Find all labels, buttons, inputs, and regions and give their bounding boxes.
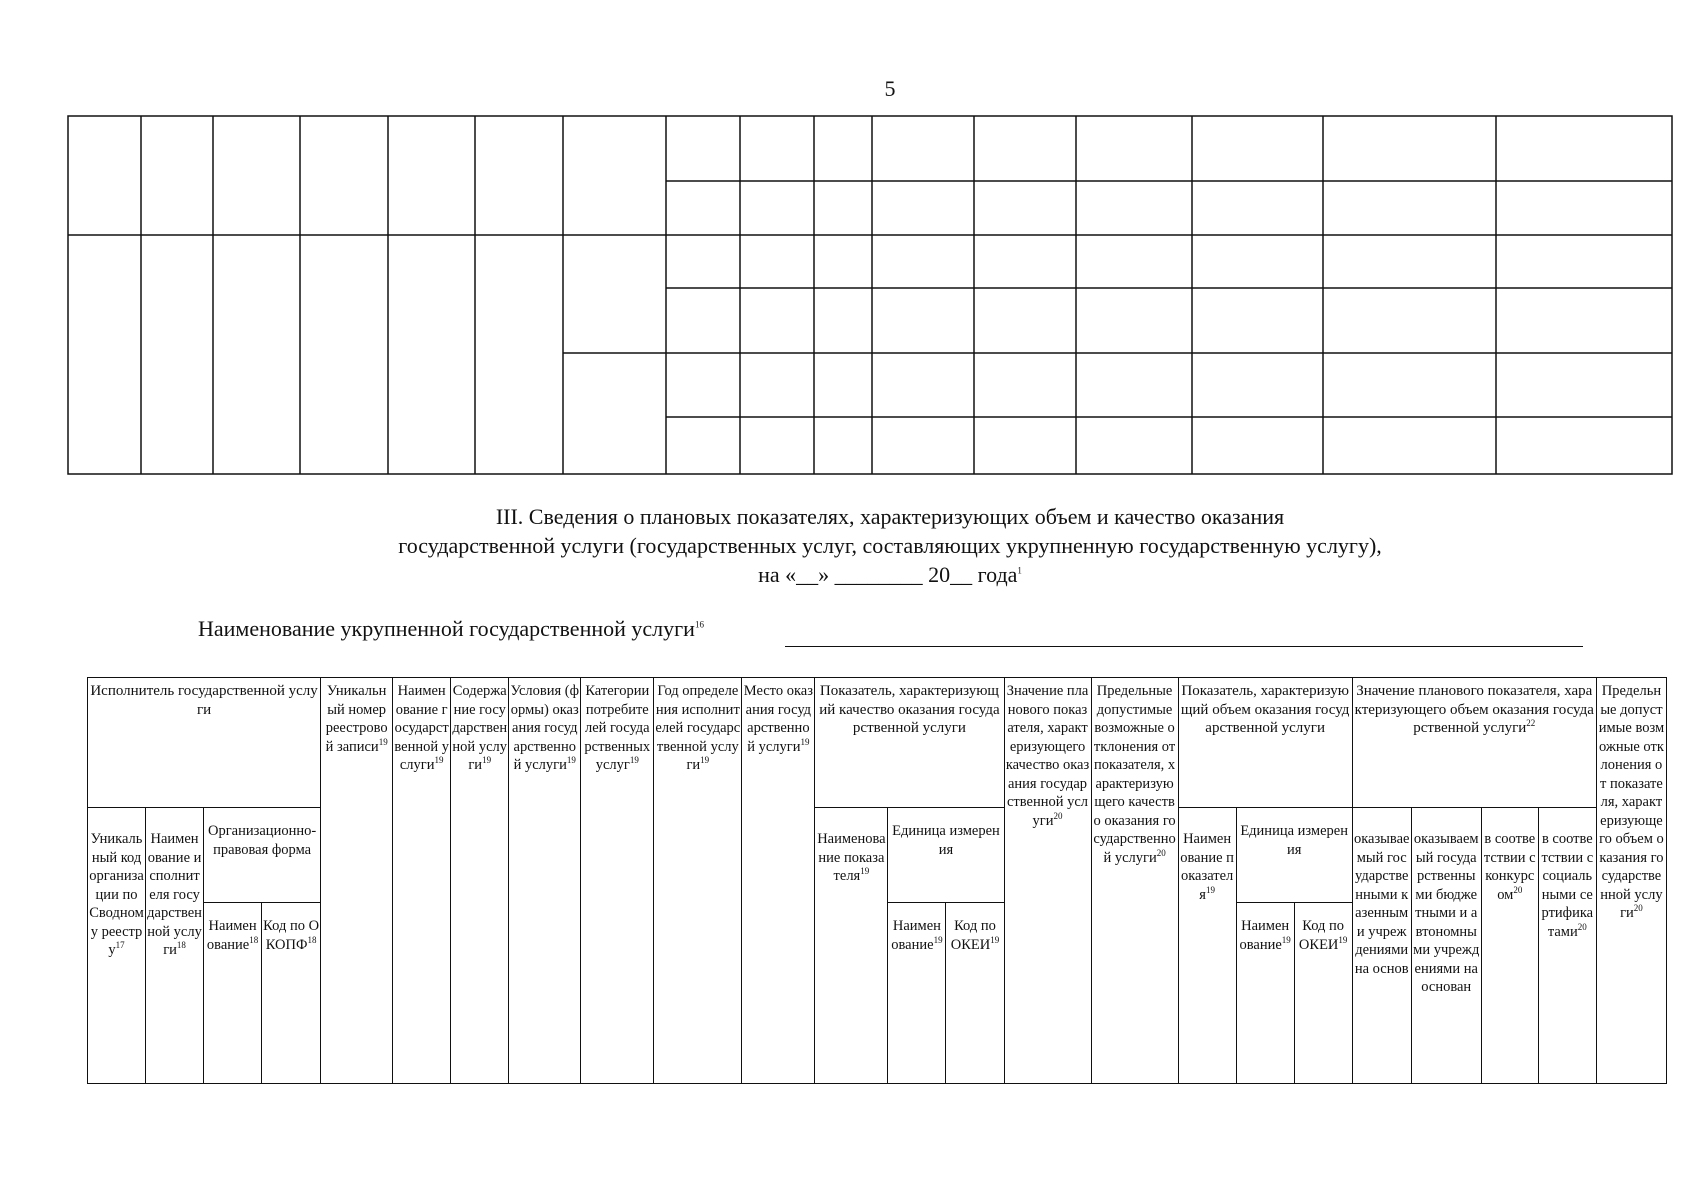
footnote-ref: 20 [1513,884,1523,895]
header-service-name-text: Наименование государственной услуги [394,683,449,773]
footnote-ref: 17 [115,940,125,951]
header-planned-volume-text: Значение планового показателя, характеризующего объем оказания государственной услуги [1354,683,1594,736]
footnote-ref: 19 [1205,884,1215,895]
footnote-ref: 20 [1156,847,1166,858]
header-deviation-quality-text: Предельные допустимые возможные отклонения от показателя, характеризующего качество оказания государственной услуги [1093,683,1176,866]
footnote-ref: 20 [1633,903,1643,914]
header-reg-number [321,678,393,1084]
footnote-ref: 16 [694,619,704,630]
header-pv-certificates [1538,808,1596,1084]
header-qi-unit-code [946,903,1004,1084]
header-place-text: Место оказания государственной услуги [743,683,813,755]
footnote-ref: 20 [1577,921,1587,932]
header-conditions-text: Условия (формы) оказания государственной услуги [510,683,580,773]
header-vi-unit-code [1294,903,1352,1084]
header-olf-name [204,903,262,1084]
header-year-def-text: Год определения исполнителей государственной услуги [655,683,741,773]
header-content [451,678,509,1084]
header-qi-unit-code-text: Код по ОКЕИ [950,918,996,953]
header-content-text: Содержание государственной услуги [452,683,508,773]
service-name-underline [785,646,1583,647]
header-executor-name [146,808,204,1084]
section-title-line2: государственной услуги (государственных услуг, составляющих укрупненную государственную услугу), [398,533,1382,558]
header-reg-number-text: Уникальный номер реестровой записи [325,683,388,755]
footnote-ref: 19 [482,755,492,766]
footnote-ref: 19 [700,755,710,766]
header-vi-unit-name [1236,903,1294,1084]
header-org-legal-form [204,808,321,903]
header-olf-code-text: Код по ОКОПФ [263,918,320,953]
header-pv-state [1352,808,1411,1084]
header-qi-unit-text: Единица измерения [892,823,1000,858]
header-conditions [509,678,581,1084]
header-pv-budget-text: оказываемый государственными бюджетными и автономными учреждениями на основан [1413,831,1480,995]
header-qi-name-text: Наименование показателя [817,831,886,884]
aggregated-service-name-label [198,616,704,642]
footnote-ref: 18 [307,934,317,945]
section-title-line3 [0,560,1697,589]
header-qi-unit-name-text: Наименование [891,918,941,953]
header-qi-name [815,808,888,1084]
footnote-ref: 22 [1526,718,1536,728]
header-vi-name [1178,808,1236,1084]
header-categories-text: Категории потребителей государственных услуг [584,683,651,773]
footnote-ref: 19 [1338,934,1348,945]
header-quality-indicator [815,678,1004,808]
footnote-ref: 19 [378,736,388,747]
header-categories [581,678,654,1084]
header-volume-indicator-text: Показатель, характеризующий объем оказания государственной услуги [1180,683,1350,736]
header-vi-unit-text: Единица измерения [1240,823,1348,858]
header-deviation-volume [1596,678,1666,1084]
footnote-ref: 19 [629,755,639,766]
header-olf-name-text: Наименование [206,918,257,953]
footnote-ref: 19 [434,755,444,766]
header-qi-unit [888,808,1004,903]
header-pv-budget [1411,808,1481,1084]
header-unique-code [88,808,146,1084]
header-olf-code [262,903,321,1084]
footnote-ref: 19 [1281,934,1291,945]
header-deviation-volume-text: Предельные допустимые возможные отклонения от показателя, характеризующего объем оказания государственной услуги [1598,683,1665,921]
footnote-ref: 19 [860,866,870,877]
header-unique-code-text: Уникальный код организации по Сводному реестру [89,831,144,958]
header-org-legal-form-text: Организационно-правовая форма [208,823,317,858]
header-planned-quality-text: Значение планового показателя, характеризующего качество оказания государственной услуги [1005,683,1090,829]
footnote-ref: 19 [800,736,810,747]
header-vi-unit [1236,808,1352,903]
service-name-text: Наименование укрупненной государственной услуги [198,616,695,641]
footnote-ref: 19 [990,934,1000,945]
footnote-ref: 19 [933,934,943,945]
header-pv-competition [1481,808,1538,1084]
header-pv-state-text: оказываемый государственными казенными учреждениями на основ [1353,831,1410,977]
header-vi-unit-code-text: Код по ОКЕИ [1298,918,1345,953]
footnote-ref: 18 [176,940,186,951]
section-title-date: на «__» ________ 20__ года [758,562,1018,587]
footnote-ref: 18 [249,934,259,945]
planned-indicators-table [87,677,1667,1084]
header-place [742,678,815,1084]
page-number: 5 [884,76,896,101]
header-executor [88,678,321,808]
header-vi-name-text: Наименование показателя [1180,831,1234,903]
header-qi-unit-name [888,903,946,1084]
header-pv-certificates-text: в соответствии с социальными сертификатами [1541,831,1594,940]
footnote-ref: 19 [566,755,576,766]
header-deviation-quality [1091,678,1178,1084]
section-title-line1: III. Сведения о плановых показателях, характеризующих объем и качество оказания [495,504,1285,529]
header-vi-unit-name-text: Наименование [1239,918,1290,953]
footnote-ref: 1 [1017,565,1022,576]
header-pv-competition-text: в соответствии с конкурсом [1483,831,1536,903]
header-executor-text: Исполнитель государственной услуги [90,683,318,718]
header-quality-indicator-text: Показатель, характеризующий качество оказания государственной услуги [819,683,1000,736]
header-year-def [654,678,742,1084]
footnote-ref: 20 [1053,810,1063,821]
header-planned-volume [1352,678,1596,808]
header-planned-quality [1004,678,1091,1084]
header-executor-name-text: Наименование исполнителя государственной услуги [147,831,202,958]
header-service-name [393,678,451,1084]
header-volume-indicator [1178,678,1352,808]
